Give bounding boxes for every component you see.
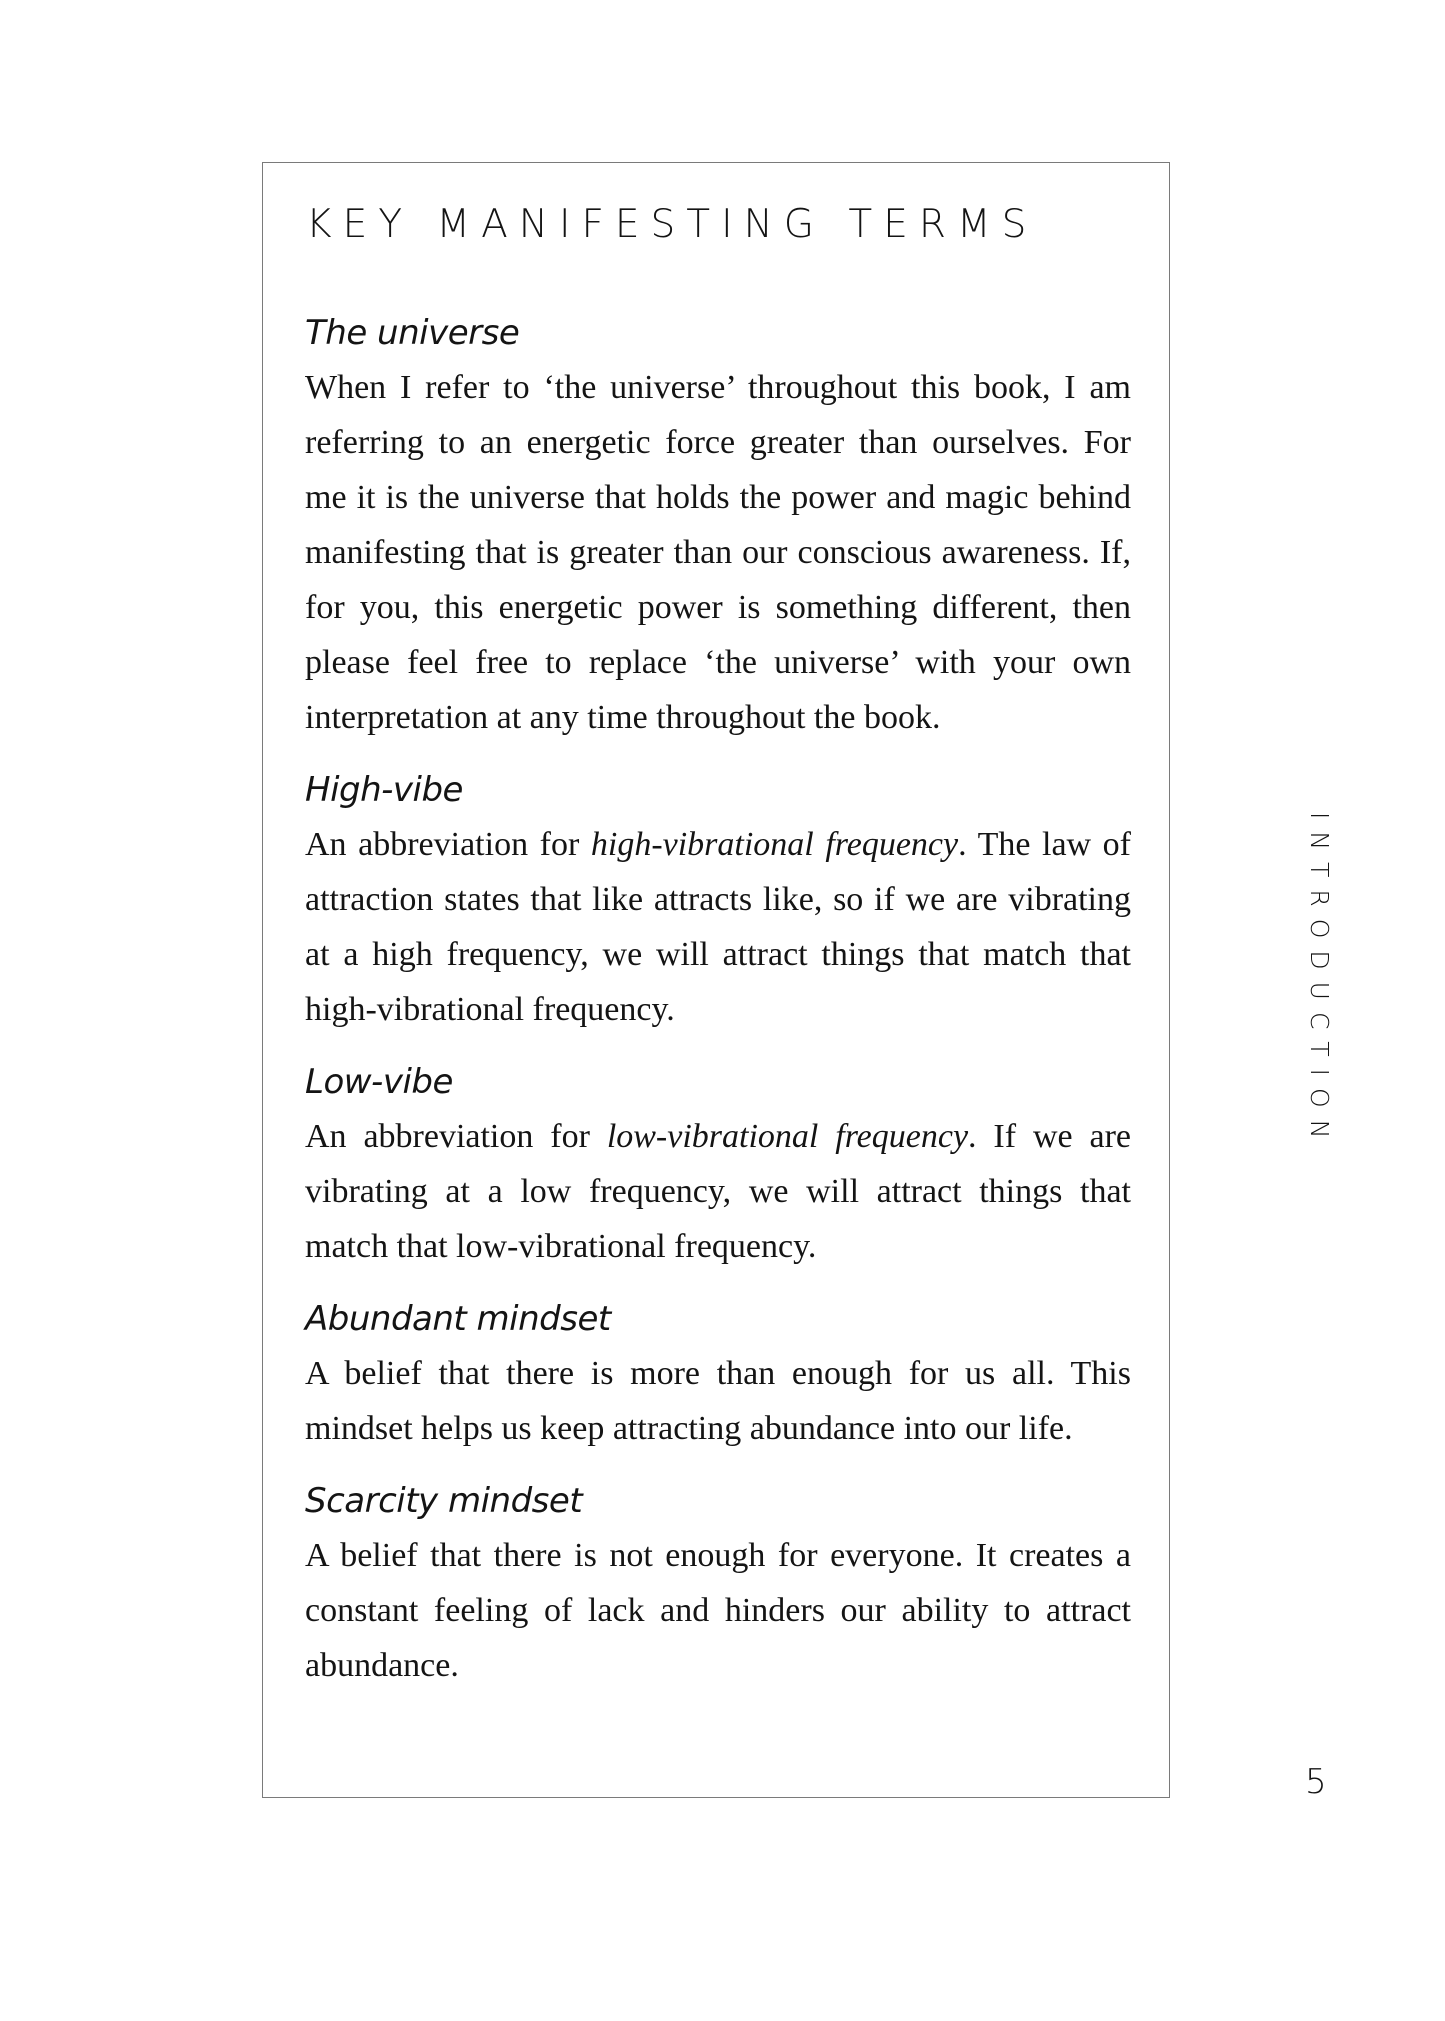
term-title: High-vibe xyxy=(305,770,463,810)
page-heading: KEY MANIFESTING TERMS xyxy=(306,202,1038,247)
section-label: INTRODUCTION xyxy=(1305,812,1334,1151)
terms-list xyxy=(305,310,1131,1715)
term-title: Low-vibe xyxy=(305,1062,453,1102)
term-definition xyxy=(305,1109,1131,1274)
term-title: Scarcity mindset xyxy=(305,1481,583,1521)
definition-text-after: . If we are vibrating at a low frequency, we will attract things that match that low-vibrational frequency. xyxy=(305,1118,1132,1265)
term-entry-high-vibe xyxy=(305,767,1131,1037)
term-entry-scarcity-mindset xyxy=(305,1478,1131,1693)
definition-text: A belief that there is more than enough for us all. This mindset helps us keep attracting abundance into our life. xyxy=(305,1355,1131,1447)
definition-text-after: . The law of attraction states that like attracts like, so if we are vibrating at a high frequency, we will attract things that match that high-vibrational frequency. xyxy=(305,826,1131,1028)
term-definition xyxy=(305,817,1131,1037)
page-number: 5 xyxy=(1305,1762,1327,1802)
definition-text: An abbreviation for xyxy=(305,1118,607,1155)
definition-text: When I refer to ‘the universe’ throughout this book, I am referring to an energetic force greater than ourselves. For me it is the universe that holds the power and magic behind manifesting that is greater than our conscious awareness. If, for you, this energetic power is something different, then please feel free to replace ‘the universe’ with your own interpretation at any time throughout the book. xyxy=(305,369,1131,736)
term-entry-low-vibe xyxy=(305,1059,1131,1274)
term-definition xyxy=(305,360,1131,745)
term-entry-abundant-mindset xyxy=(305,1296,1131,1456)
definition-emphasis: low-vibrational frequency xyxy=(606,1118,969,1155)
definition-text: A belief that there is not enough for everyone. It creates a constant feeling of lack and hinders our ability to attract abundance. xyxy=(305,1537,1131,1684)
term-title: The universe xyxy=(305,313,520,353)
term-definition xyxy=(305,1346,1131,1456)
term-title: Abundant mindset xyxy=(305,1299,611,1339)
definition-emphasis: high-vibrational frequency xyxy=(590,826,959,863)
term-definition xyxy=(305,1528,1131,1693)
definition-text: An abbreviation for xyxy=(305,826,591,863)
term-entry-universe xyxy=(305,310,1131,745)
